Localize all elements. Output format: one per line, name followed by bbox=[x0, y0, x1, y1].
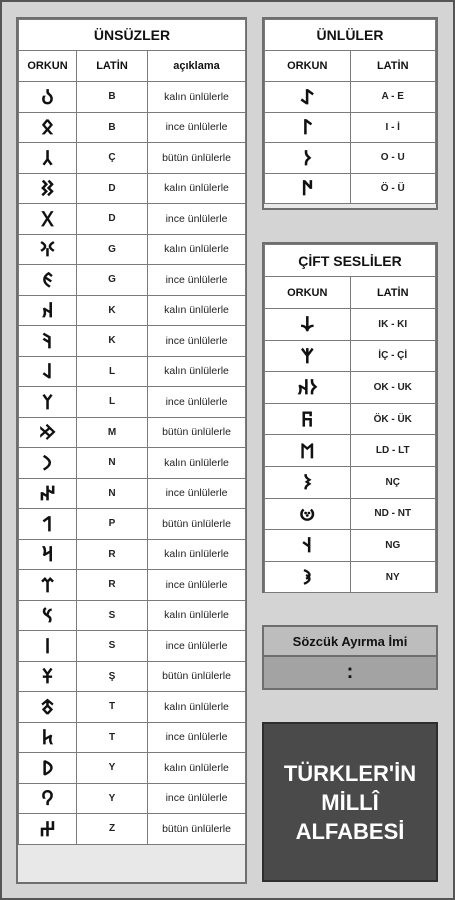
usage-note: ince ünlülerle bbox=[148, 478, 246, 509]
latin-letter: B bbox=[77, 112, 148, 143]
latin-letter: D bbox=[77, 173, 148, 204]
table-row bbox=[265, 372, 436, 404]
banner-line: TÜRKLER'İN bbox=[283, 760, 417, 786]
latin-letter: Ş bbox=[77, 661, 148, 692]
latin-letter: R bbox=[77, 539, 148, 570]
latin-letter: N bbox=[77, 448, 148, 479]
vowels-title: ÜNLÜLER bbox=[265, 20, 436, 51]
latin-letter: K bbox=[77, 326, 148, 357]
latin-letter: İÇ - Çİ bbox=[350, 340, 436, 372]
table-row bbox=[19, 82, 246, 113]
latin-letter: Y bbox=[77, 753, 148, 784]
latin-letter: L bbox=[77, 387, 148, 418]
usage-note: bütün ünlülerle bbox=[148, 661, 246, 692]
latin-letter: D bbox=[77, 204, 148, 235]
usage-note: kalın ünlülerle bbox=[148, 753, 246, 784]
column-header-latin: LATİN bbox=[77, 51, 148, 82]
column-header-latin: LATİN bbox=[350, 277, 436, 309]
vowels-panel bbox=[262, 17, 438, 210]
rune-glyph: 𐱁 bbox=[19, 661, 77, 692]
rune-glyph: 𐰘 bbox=[19, 783, 77, 814]
latin-letter: Y bbox=[77, 783, 148, 814]
rune-glyph: 𐰣 bbox=[19, 448, 77, 479]
latin-letter: L bbox=[77, 356, 148, 387]
rune-glyph: 𐰪 bbox=[265, 561, 351, 593]
usage-note: ince ünlülerle bbox=[148, 570, 246, 601]
rune-glyph: 𐰨 bbox=[265, 466, 351, 498]
column-header-orkun: ORKUN bbox=[19, 51, 77, 82]
rune-glyph: 𐰑 bbox=[19, 173, 77, 204]
rune-glyph: 𐰦 bbox=[265, 498, 351, 530]
usage-note: kalın ünlülerle bbox=[148, 539, 246, 570]
usage-note: kalın ünlülerle bbox=[148, 295, 246, 326]
usage-note: kalın ünlülerle bbox=[148, 692, 246, 723]
table-row bbox=[19, 417, 246, 448]
latin-letter: Ö - Ü bbox=[350, 173, 436, 204]
latin-letter: OK - UK bbox=[350, 372, 436, 404]
rune-glyph: 𐰖 bbox=[19, 753, 77, 784]
rune-glyph: 𐰋 bbox=[19, 112, 77, 143]
table-row bbox=[19, 295, 246, 326]
latin-letter: S bbox=[77, 631, 148, 662]
table-row bbox=[265, 466, 436, 498]
table-row bbox=[19, 112, 246, 143]
table-row bbox=[19, 631, 246, 662]
table-row bbox=[19, 783, 246, 814]
table-row bbox=[265, 112, 436, 143]
latin-letter: N bbox=[77, 478, 148, 509]
usage-note: kalın ünlülerle bbox=[148, 356, 246, 387]
usage-note: kalın ünlülerle bbox=[148, 448, 246, 479]
rune-glyph: 𐰼 bbox=[19, 570, 77, 601]
table-row bbox=[19, 387, 246, 418]
table-row bbox=[19, 600, 246, 631]
rune-glyph: 𐰴 bbox=[19, 295, 77, 326]
latin-letter: Z bbox=[77, 814, 148, 845]
rune-glyph: 𐰃 bbox=[265, 112, 351, 143]
table-row bbox=[265, 309, 436, 341]
latin-letter: T bbox=[77, 692, 148, 723]
rune-glyph: 𐰆 bbox=[265, 143, 351, 174]
latin-letter: T bbox=[77, 722, 148, 753]
table-row bbox=[19, 570, 246, 601]
consonants-table bbox=[18, 19, 246, 845]
usage-note: kalın ünlülerle bbox=[148, 173, 246, 204]
table-row bbox=[19, 326, 246, 357]
latin-letter: ND - NT bbox=[350, 498, 436, 530]
table-row bbox=[265, 530, 436, 562]
table-row bbox=[19, 661, 246, 692]
rune-glyph: 𐰀 bbox=[265, 82, 351, 113]
table-row bbox=[265, 173, 436, 204]
table-row bbox=[19, 814, 246, 845]
latin-letter: NY bbox=[350, 561, 436, 593]
latin-letter: P bbox=[77, 509, 148, 540]
word-separator-title: Sözcük Ayırma İmi bbox=[262, 625, 438, 657]
rune-glyph: 𐰇 bbox=[265, 173, 351, 204]
usage-note: kalın ünlülerle bbox=[148, 82, 246, 113]
usage-note: ince ünlülerle bbox=[148, 387, 246, 418]
table-row bbox=[19, 539, 246, 570]
rune-glyph: 𐰚 bbox=[19, 326, 77, 357]
latin-letter: NG bbox=[350, 530, 436, 562]
latin-letter: M bbox=[77, 417, 148, 448]
rune-glyph: 𐰓 bbox=[19, 204, 77, 235]
latin-letter: Ç bbox=[77, 143, 148, 174]
rune-glyph: 𐰯 bbox=[19, 509, 77, 540]
column-header-orkun: ORKUN bbox=[265, 277, 351, 309]
usage-note: ince ünlülerle bbox=[148, 722, 246, 753]
rune-glyph: 𐰤 bbox=[19, 478, 77, 509]
rune-glyph: 𐰍 bbox=[19, 234, 77, 265]
table-row bbox=[19, 173, 246, 204]
table-row bbox=[265, 340, 436, 372]
rune-glyph: 𐰉 bbox=[19, 82, 77, 113]
column-header-orkun: ORKUN bbox=[265, 51, 351, 82]
table-row bbox=[19, 478, 246, 509]
usage-note: kalın ünlülerle bbox=[148, 234, 246, 265]
table-row bbox=[19, 356, 246, 387]
title-banner bbox=[262, 722, 438, 882]
rune-glyph: 𐰜 bbox=[265, 403, 351, 435]
usage-note: kalın ünlülerle bbox=[148, 600, 246, 631]
rune-glyph: 𐰱 bbox=[265, 340, 351, 372]
usage-note: bütün ünlülerle bbox=[148, 814, 246, 845]
latin-letter: G bbox=[77, 265, 148, 296]
table-row bbox=[19, 265, 246, 296]
latin-letter: A - E bbox=[350, 82, 436, 113]
table-row bbox=[265, 403, 436, 435]
rune-glyph: 𐰽 bbox=[19, 600, 77, 631]
latin-letter: IK - KI bbox=[350, 309, 436, 341]
rune-glyph: 𐱃 bbox=[19, 692, 77, 723]
usage-note: bütün ünlülerle bbox=[148, 509, 246, 540]
latin-letter: G bbox=[77, 234, 148, 265]
rune-glyph: 𐱅 bbox=[19, 722, 77, 753]
rune-glyph: 𐰲 bbox=[19, 143, 77, 174]
vowels-table bbox=[264, 19, 436, 204]
table-row bbox=[19, 448, 246, 479]
banner-line: MİLLÎ bbox=[321, 789, 379, 815]
table-row bbox=[19, 143, 246, 174]
rune-glyph: 𐰏 bbox=[19, 265, 77, 296]
latin-letter: R bbox=[77, 570, 148, 601]
latin-letter: NÇ bbox=[350, 466, 436, 498]
latin-letter: S bbox=[77, 600, 148, 631]
double-sounds-title: ÇİFT SESLİLER bbox=[265, 245, 436, 277]
rune-glyph: 𐰡 bbox=[265, 435, 351, 467]
usage-note: bütün ünlülerle bbox=[148, 417, 246, 448]
consonants-title: ÜNSÜZLER bbox=[19, 20, 246, 51]
latin-letter: B bbox=[77, 82, 148, 113]
table-row bbox=[265, 498, 436, 530]
rune-glyph: 𐰾 bbox=[19, 631, 77, 662]
table-row bbox=[19, 234, 246, 265]
column-header-description: açıklama bbox=[148, 51, 246, 82]
consonants-panel bbox=[16, 17, 247, 884]
double-sounds-panel bbox=[262, 242, 438, 593]
rune-glyph: 𐰆𐰴 bbox=[265, 372, 351, 404]
latin-letter: I - İ bbox=[350, 112, 436, 143]
table-row bbox=[265, 143, 436, 174]
usage-note: ince ünlülerle bbox=[148, 265, 246, 296]
usage-note: ince ünlülerle bbox=[148, 783, 246, 814]
column-header-latin: LATİN bbox=[350, 51, 436, 82]
double-sounds-table bbox=[264, 244, 436, 593]
rune-glyph: 𐰺 bbox=[19, 539, 77, 570]
rune-glyph: 𐰸 bbox=[265, 309, 351, 341]
latin-letter: ÖK - ÜK bbox=[350, 403, 436, 435]
table-row bbox=[265, 561, 436, 593]
table-row bbox=[19, 204, 246, 235]
latin-letter: K bbox=[77, 295, 148, 326]
banner-line: ALFABESİ bbox=[295, 818, 405, 844]
usage-note: ince ünlülerle bbox=[148, 631, 246, 662]
usage-note: ince ünlülerle bbox=[148, 326, 246, 357]
table-row bbox=[19, 692, 246, 723]
table-row bbox=[265, 82, 436, 113]
rune-glyph: 𐰠 bbox=[19, 387, 77, 418]
table-row bbox=[19, 509, 246, 540]
table-row bbox=[265, 435, 436, 467]
word-separator-symbol: : bbox=[262, 657, 438, 690]
rune-glyph: 𐰞 bbox=[19, 356, 77, 387]
latin-letter: LD - LT bbox=[350, 435, 436, 467]
table-row bbox=[19, 753, 246, 784]
rune-glyph: 𐰢 bbox=[19, 417, 77, 448]
rune-glyph: 𐰭 bbox=[265, 530, 351, 562]
table-row bbox=[19, 722, 246, 753]
usage-note: ince ünlülerle bbox=[148, 112, 246, 143]
latin-letter: O - U bbox=[350, 143, 436, 174]
rune-glyph: 𐰔 bbox=[19, 814, 77, 845]
usage-note: bütün ünlülerle bbox=[148, 143, 246, 174]
usage-note: ince ünlülerle bbox=[148, 204, 246, 235]
